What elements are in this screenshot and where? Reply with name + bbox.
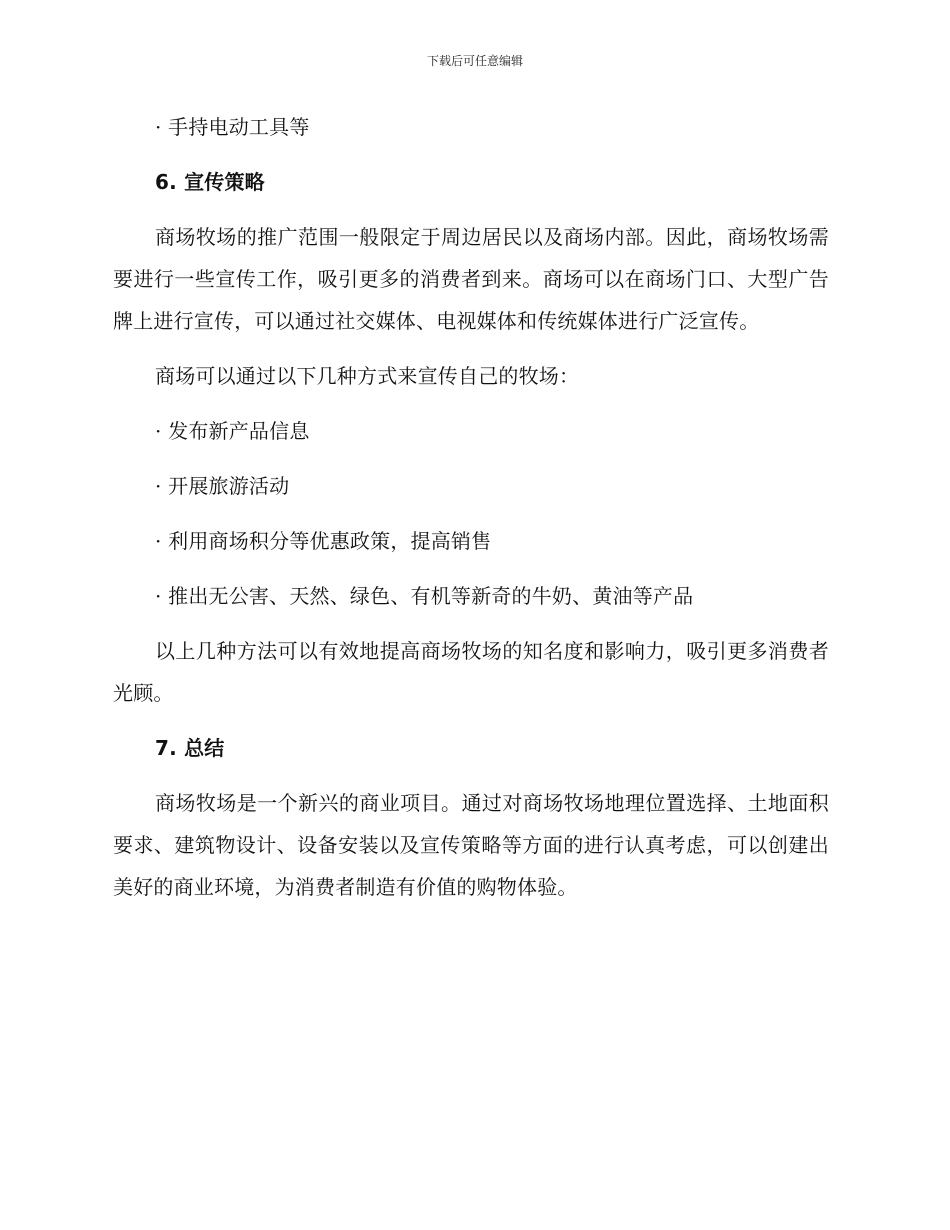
document-body <box>113 106 829 921</box>
section-heading-6: 6. 宣传策略 <box>155 170 265 194</box>
paragraph: 商场可以通过以下几种方式来宣传自己的牧场： <box>155 364 580 388</box>
bullet-item: · 利用商场积分等优惠政策，提高销售 <box>155 529 492 553</box>
bullet-item: · 手持电动工具等 <box>155 115 310 139</box>
page-header: 下载后可任意编辑 <box>426 54 523 68</box>
bullet-item: · 推出无公害、天然、绿色、有机等新奇的牛奶、黄油等产品 <box>155 584 694 608</box>
paragraph: 商场牧场是一个新兴的商业项目。通过对商场牧场地理位置选择、土地面积要求、建筑物设计、设备安装以及宣传策略等方面的进行认真考虑，可以创建出美好的商业环境，为消费者制造有价值的购物体验。 <box>113 791 829 899</box>
paragraph: 以上几种方法可以有效地提高商场牧场的知名度和影响力，吸引更多消费者光顾。 <box>113 639 829 705</box>
section-heading-7: 7. 总结 <box>155 736 225 760</box>
bullet-item: · 发布新产品信息 <box>155 419 310 443</box>
bullet-item: · 开展旅游活动 <box>155 474 290 498</box>
paragraph: 商场牧场的推广范围一般限定于周边居民以及商场内部。因此，商场牧场需要进行一些宣传工作，吸引更多的消费者到来。商场可以在商场门口、大型广告牌上进行宣传，可以通过社交媒体、电视媒体和传统媒体进行广泛宣传。 <box>113 225 829 333</box>
